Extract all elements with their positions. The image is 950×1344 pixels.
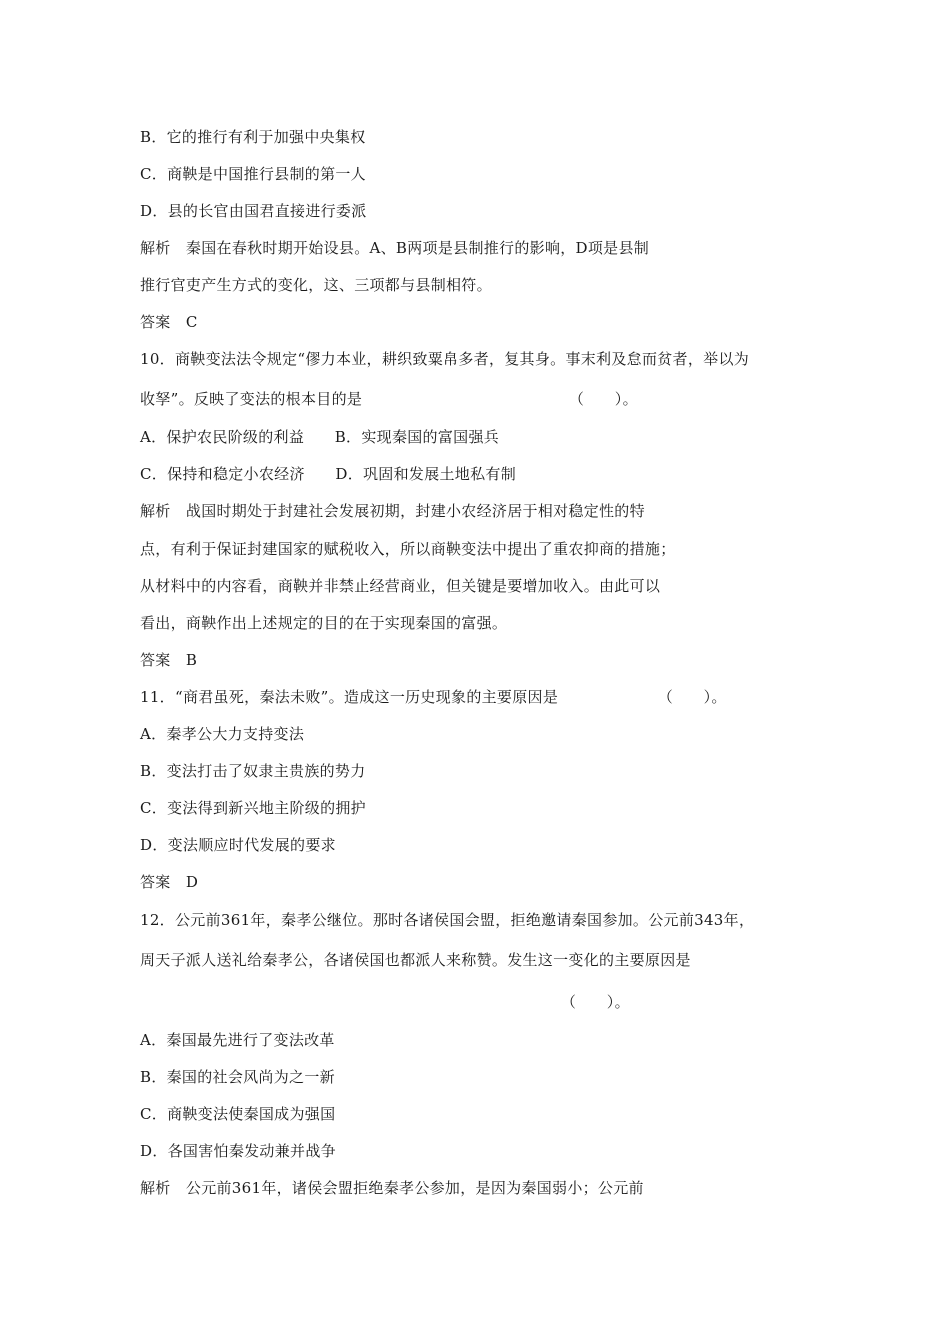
option-d-q12: D．各国害怕秦发动兼并战争 <box>140 1142 336 1160</box>
analysis-q12-line1: 解析 公元前361年，诸侯会盟拒绝秦孝公参加，是因为秦国弱小；公元前 <box>140 1179 644 1197</box>
option-a-q12: A．秦国最先进行了变法改革 <box>140 1031 335 1049</box>
option-d-q11: D．变法顺应时代发展的要求 <box>140 836 336 854</box>
option-c-q9: C．商鞅是中国推行县制的第一人 <box>140 165 366 183</box>
analysis-q9-line1: 解析 秦国在春秋时期开始设县。A、B两项是县制推行的影响，D项是县制 <box>140 239 650 257</box>
analysis-q10-line4: 看出，商鞅作出上述规定的目的在于实现秦国的富强。 <box>140 614 508 632</box>
options-cd-q10: C．保持和稳定小农经济 D．巩固和发展土地私有制 <box>140 465 517 483</box>
question-10-line1: 10．商鞅变法法令规定“僇力本业，耕织致粟帛多者，复其身。事末利及怠而贫者，举以为 <box>140 350 750 368</box>
option-d-q9: D．县的长官由国君直接进行委派 <box>140 202 367 220</box>
answer-q10: 答案 B <box>140 651 198 669</box>
analysis-q9-line2: 推行官吏产生方式的变化，这、三项都与县制相符。 <box>140 276 492 294</box>
question-12-line3: （ ）。 <box>140 993 630 1011</box>
analysis-q10-line1: 解析 战国时期处于封建社会发展初期，封建小农经济居于相对稳定性的特 <box>140 502 645 520</box>
option-b-q12: B．秦国的社会风尚为之一新 <box>140 1068 335 1086</box>
answer-q11: 答案 D <box>140 873 199 891</box>
option-c-q12: C．商鞅变法使秦国成为强国 <box>140 1105 336 1123</box>
question-12-line1: 12．公元前361年，秦孝公继位。那时各诸侯国会盟，拒绝邀请秦国参加。公元前343年， <box>140 911 755 929</box>
options-ab-q10: A．保护农民阶级的利益 B．实现秦国的富国强兵 <box>140 428 500 446</box>
option-b-q11: B．变法打击了奴隶主贵族的势力 <box>140 762 366 780</box>
option-a-q11: A．秦孝公大力支持变法 <box>140 725 305 743</box>
option-b-q9: B．它的推行有利于加强中央集权 <box>140 128 366 146</box>
analysis-q10-line2: 点，有利于保证封建国家的赋税收入，所以商鞅变法中提出了重农抑商的措施； <box>140 540 676 558</box>
question-10-line2: 收孥”。反映了变法的根本目的是 （ ）。 <box>140 390 638 408</box>
option-c-q11: C．变法得到新兴地主阶级的拥护 <box>140 799 366 817</box>
question-12-line2: 周天子派人送礼给秦孝公，各诸侯国也都派人来称赞。发生这一变化的主要原因是 <box>140 951 691 969</box>
question-11: 11．“商君虽死，秦法未败”。造成这一历史现象的主要原因是 （ ）。 <box>140 688 727 706</box>
answer-q9: 答案 C <box>140 313 198 331</box>
analysis-q10-line3: 从材料中的内容看，商鞅并非禁止经营商业，但关键是要增加收入。由此可以 <box>140 577 661 595</box>
